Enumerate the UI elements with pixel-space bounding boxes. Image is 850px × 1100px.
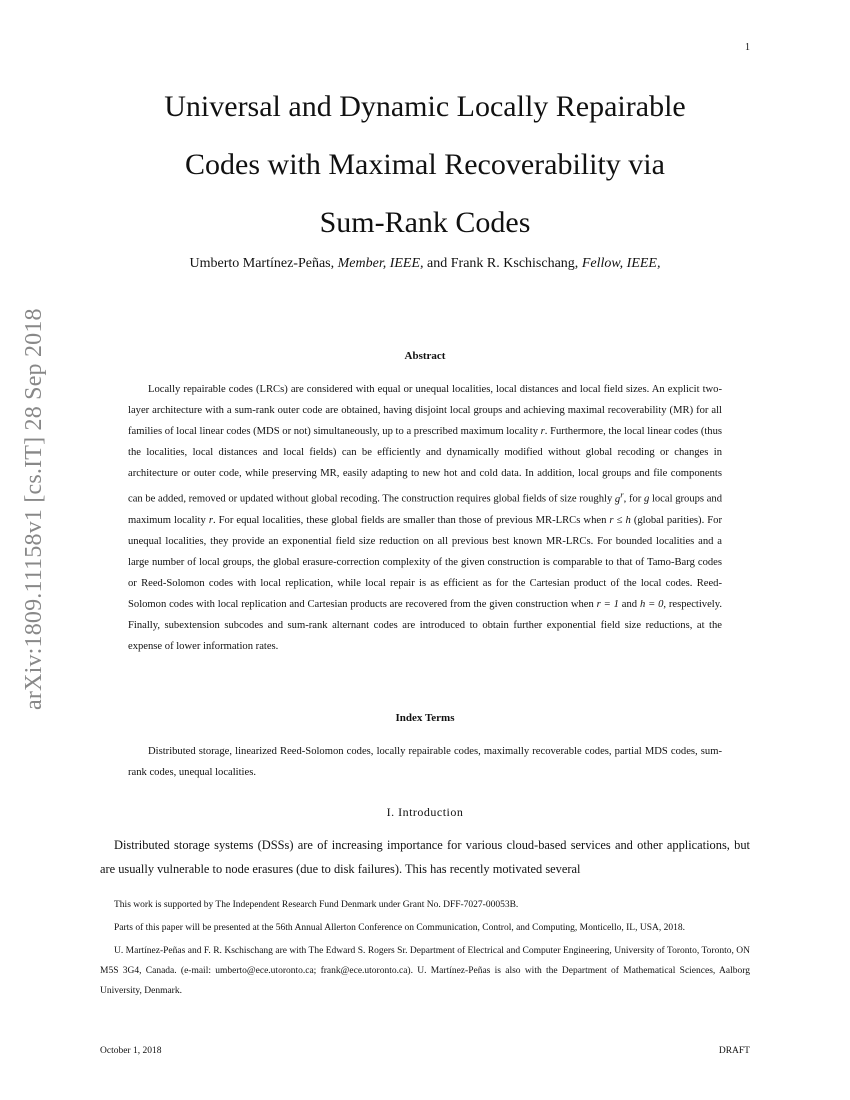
author-2-role: Fellow, IEEE, [581, 256, 661, 271]
abstract-text-part-6: (global parities). For unequal localities, they provide an exponential field size reduction on all previous best known MR-LRCs. For bounded localities and a large number of local groups, the global erasure-correction complexity of the given construction is comparable to that of Tamo-Barg codes or Reed-Solomon codes with local replication, while local repair is as efficient as for the Cartesian product of the local codes. Reed-Solomon codes with local replication and Cartesian products are recovered from the given construction when [128, 514, 722, 610]
author-connector: and [427, 256, 448, 271]
arxiv-stamp: arXiv:1809.11158v1 [cs.IT] 28 Sep 2018 [21, 308, 47, 710]
abstract-text-part-1: Locally repairable codes (LRCs) are considered with equal or unequal localities, local distances and local field sizes. An explicit two-layer architecture with a sum-rank outer code are obtained, having disjoint local groups and achieving maximal recoverability (MR) for all families of local linear codes (MDS or not) simultaneously, up to a prescribed maximum locality [128, 384, 722, 437]
page-number: 1 [745, 42, 750, 53]
math-g-base: g [614, 493, 621, 505]
abstract-text-part-3: , for [623, 493, 644, 505]
footnote-funding: This work is supported by The Independent Research Fund Denmark under Grant No. DFF-7027-00053B. [114, 900, 519, 910]
footnotes [100, 895, 750, 1004]
math-g: g [643, 493, 650, 505]
title-line-1: Universal and Dynamic Locally Repairable [164, 90, 686, 123]
footer-date: October 1, 2018 [100, 1046, 162, 1056]
math-r-superscript: r [620, 489, 624, 499]
title-line-3: Sum-Rank Codes [319, 206, 531, 239]
author-1-role: Member, IEEE, [337, 256, 424, 271]
abstract-text-part-2: . Furthermore, the local linear codes (thus the localities, local distances and local fields) can be efficiently and dynamically modified without global recoding or changes in architecture or outer code, while preserving MR, easily adapting to new hot and cold data. In addition, local groups and file components can be added, removed or updated without global recoding. The construction requires global fields of size roughly [128, 426, 723, 505]
paper-title [100, 78, 750, 252]
abstract-text-part-8: , respectively. Finally, subextension subcodes and sum-rank alternant codes are introduced to obtain further exponential field size reductions, at the expense of lower information rates. [128, 598, 723, 652]
math-r-eq-1: r = 1 [596, 598, 619, 610]
author-1-name: Umberto Martínez-Peñas, [189, 256, 335, 271]
abstract-text-part-5: . For equal localities, these global fields are smaller than those of previous MR-LRCs when [212, 514, 610, 526]
abstract-body [128, 379, 722, 657]
title-line-2: Codes with Maximal Recoverability via [185, 148, 665, 181]
math-r: r [540, 426, 545, 437]
abstract-text-part-7: and [618, 598, 640, 610]
introduction-heading: I. Introduction [386, 805, 464, 819]
index-terms-body: Distributed storage, linearized Reed-Solomon codes, locally repairable codes, maximally recoverable codes, partial MDS codes, sum-rank codes, unequal localities. [128, 746, 722, 778]
math-h-eq-0: h = 0 [639, 598, 664, 610]
math-g-power-r [614, 489, 624, 505]
footnote-affiliation: U. Martínez-Peñas and F. R. Kschischang are with The Edward S. Rogers Sr. Department of Electrical and Computer Engineering, University of Toronto, Toronto, ON M5S 3G4, Canada. (e-mail: umberto@ece.utoronto.ca; frank@ece.utoronto.ca). U. Martínez-Peñas is also with the Department of Mathematical Sciences, Aalborg University, Denmark. [100, 946, 750, 996]
footnote-conference: Parts of this paper will be presented at the 56th Annual Allerton Conference on Communication, Control, and Computing, Monticello, IL, USA, 2018. [114, 923, 685, 933]
author-2-name: Frank R. Kschischang, [450, 256, 579, 271]
author-line [100, 256, 750, 272]
math-r-locality: r [208, 514, 213, 526]
footer-draft: DRAFT [718, 1046, 750, 1056]
abstract-text-part-4: local groups and maximum locality [128, 493, 722, 526]
abstract-heading: Abstract [404, 350, 446, 362]
introduction-body: Distributed storage systems (DSSs) are of increasing importance for various cloud-based services and other applications, but are usually vulnerable to node erasures (due to disk failures). This has recently motivated several [100, 838, 750, 876]
math-r-le-h: r ≤ h [609, 514, 631, 526]
index-terms-heading: Index Terms [395, 712, 455, 724]
